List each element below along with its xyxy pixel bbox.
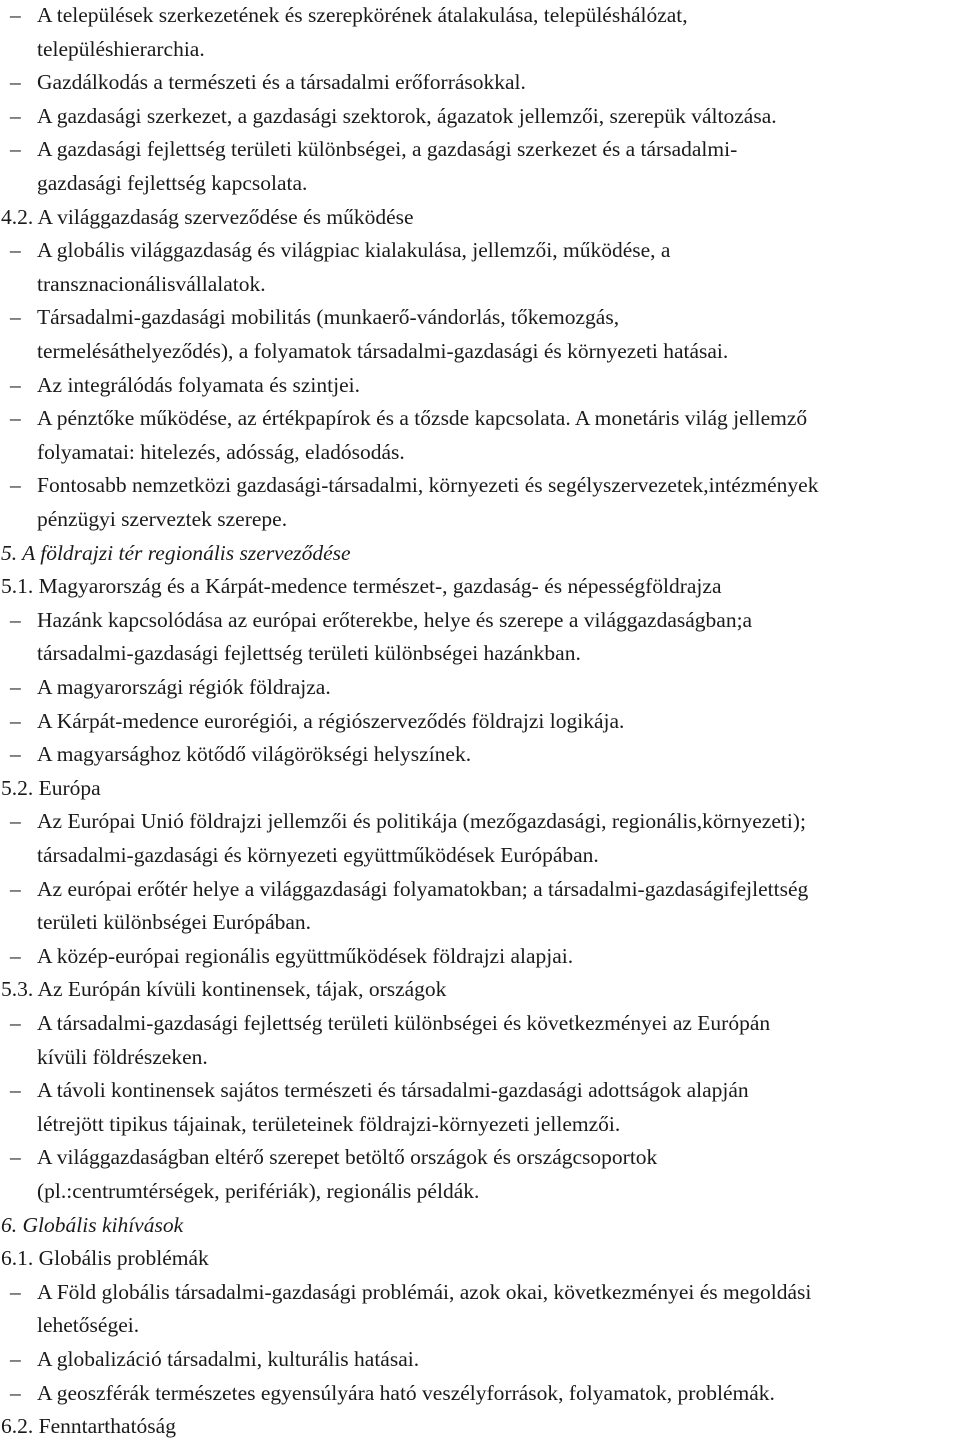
bullet-item-continuation: termelésáthelyeződés), a folyamatok társadalmi-gazdasági és környezeti hatásai. [37, 339, 729, 363]
bullet-item-text: A gazdasági szerkezet, a gazdasági szektorok, ágazatok jellemzői, szerepük változása. [37, 103, 777, 128]
subsection-heading: 5.1. Magyarország és a Kárpát-medence természet-, gazdaság- és népességföldrajza [1, 574, 722, 599]
bullet-dash: – [10, 742, 21, 767]
bullet-item-text: Gazdálkodás a természeti és a társadalmi erőforrásokkal. [37, 70, 526, 95]
bullet-dash: – [10, 675, 21, 699]
bullet-dash: – [10, 473, 21, 498]
bullet-dash: – [10, 1380, 21, 1405]
bullet-dash: – [10, 1279, 21, 1304]
bullet-dash: – [10, 70, 21, 95]
bullet-dash: – [10, 3, 21, 27]
bullet-item-text: A magyarsághoz kötődő világörökségi helyszínek. [37, 742, 472, 767]
bullet-item-continuation: pénzügyi szerveztek szerepe. [37, 507, 288, 531]
section-title: 5. A földrajzi tér regionális szerveződése [1, 540, 351, 565]
bullet-item-text: A települések szerkezetének és szerepkörének átalakulása, településhálózat, [37, 3, 688, 27]
bullet-item-text: A globális világgazdaság és világpiac kialakulása, jellemzői, működése, a [37, 238, 671, 263]
bullet-item-text: Az integrálódás folyamata és szintjei. [37, 372, 360, 397]
bullet-item-text: Az Európai Unió földrajzi jellemzői és politikája (mezőgazdasági, regionális,környezeti); [37, 809, 806, 834]
bullet-item-continuation: lehetőségei. [37, 1313, 140, 1338]
bullet-dash: – [10, 1145, 21, 1170]
bullet-item-continuation: társadalmi-gazdasági és környezeti együttműködések Európában. [37, 843, 599, 867]
bullet-item-continuation: társadalmi-gazdasági fejlettség területi különbségei hazánkban. [37, 641, 581, 666]
bullet-dash: – [10, 103, 21, 128]
bullet-dash: – [10, 372, 21, 397]
subsection-heading: 6.1. Globális problémák [1, 1246, 209, 1271]
bullet-item-text: A távoli kontinensek sajátos természeti és társadalmi-gazdasági adottságok alapján [37, 1078, 749, 1103]
bullet-item-text: A társadalmi-gazdasági fejlettség területi különbségei és következményei az Európán [37, 1011, 771, 1035]
bullet-dash: – [10, 238, 21, 263]
bullet-dash: – [10, 876, 21, 901]
bullet-item-text: A magyarországi régiók földrajza. [37, 675, 331, 699]
bullet-item-continuation: létrejött tipikus tájainak, területeinek földrajzi-környezeti jellemzői. [37, 1111, 621, 1136]
bullet-item-continuation: (pl.:centrumtérségek, perifériák), regionális példák. [37, 1179, 480, 1203]
bullet-item-text: Hazánk kapcsolódása az európai erőterekbe, helye és szerepe a világgazdaságban;a [37, 607, 753, 632]
bullet-dash: – [10, 607, 21, 632]
bullet-item-continuation: kívüli földrészeken. [37, 1044, 208, 1069]
bullet-item-text: A globalizáció társadalmi, kulturális hatásai. [37, 1347, 420, 1371]
bullet-dash: – [10, 809, 21, 834]
bullet-item-continuation: gazdasági fejlettség kapcsolata. [37, 171, 308, 195]
bullet-item-continuation: területi különbségei Európában. [37, 910, 312, 935]
bullet-item-text: A Kárpát-medence eurorégiói, a régiószerveződés földrajzi logikája. [37, 708, 625, 733]
subsection-heading: 6.2. Fenntarthatóság [1, 1414, 176, 1439]
bullet-dash: – [10, 943, 21, 968]
bullet-item-text: Társadalmi-gazdasági mobilitás (munkaerő-vándorlás, tőkemozgás, [37, 305, 620, 330]
bullet-item-text: A geoszférák természetes egyensúlyára ható veszélyforrások, folyamatok, problémák. [37, 1380, 775, 1405]
bullet-item-text: Fontosabb nemzetközi gazdasági-társadalmi, környezeti és segélyszervezetek,intézmények [37, 473, 819, 498]
bullet-dash: – [10, 708, 21, 733]
bullet-item-text: A pénztőke működése, az értékpapírok és a tőzsde kapcsolata. A monetáris világ jellemző [37, 406, 808, 431]
subsection-heading: 5.2. Európa [1, 775, 101, 800]
bullet-item-text: A gazdasági fejlettség területi különbségei, a gazdasági szerkezet és a társadalmi- [37, 137, 738, 162]
bullet-item-text: A világgazdaságban eltérő szerepet betöltő országok és országcsoportok [37, 1145, 658, 1170]
bullet-item-text: A Föld globális társadalmi-gazdasági problémái, azok okai, következményei és megoldási [37, 1279, 812, 1304]
subsection-heading: 4.2. A világgazdaság szerveződése és működése [1, 204, 414, 229]
bullet-item-text: A közép-európai regionális együttműködések földrajzi alapjai. [37, 943, 574, 968]
subsection-heading: 5.3. Az Európán kívüli kontinensek, tájak, országok [1, 977, 447, 1002]
bullet-dash: – [10, 406, 21, 431]
bullet-dash: – [10, 305, 21, 330]
bullet-dash: – [10, 1011, 21, 1035]
bullet-item-text: Az európai erőtér helye a világgazdasági folyamatokban; a társadalmi-gazdaságifejlettség [37, 876, 809, 901]
bullet-dash: – [10, 1347, 21, 1371]
bullet-dash: – [10, 1078, 21, 1103]
section-title: 6. Globális kihívások [1, 1212, 184, 1237]
bullet-item-continuation: településhierarchia. [37, 36, 205, 61]
bullet-item-continuation: transznacionálisvállalatok. [37, 271, 266, 296]
bullet-item-continuation: folyamatai: hitelezés, adósság, eladósodás. [37, 439, 405, 464]
bullet-dash: – [10, 137, 21, 162]
